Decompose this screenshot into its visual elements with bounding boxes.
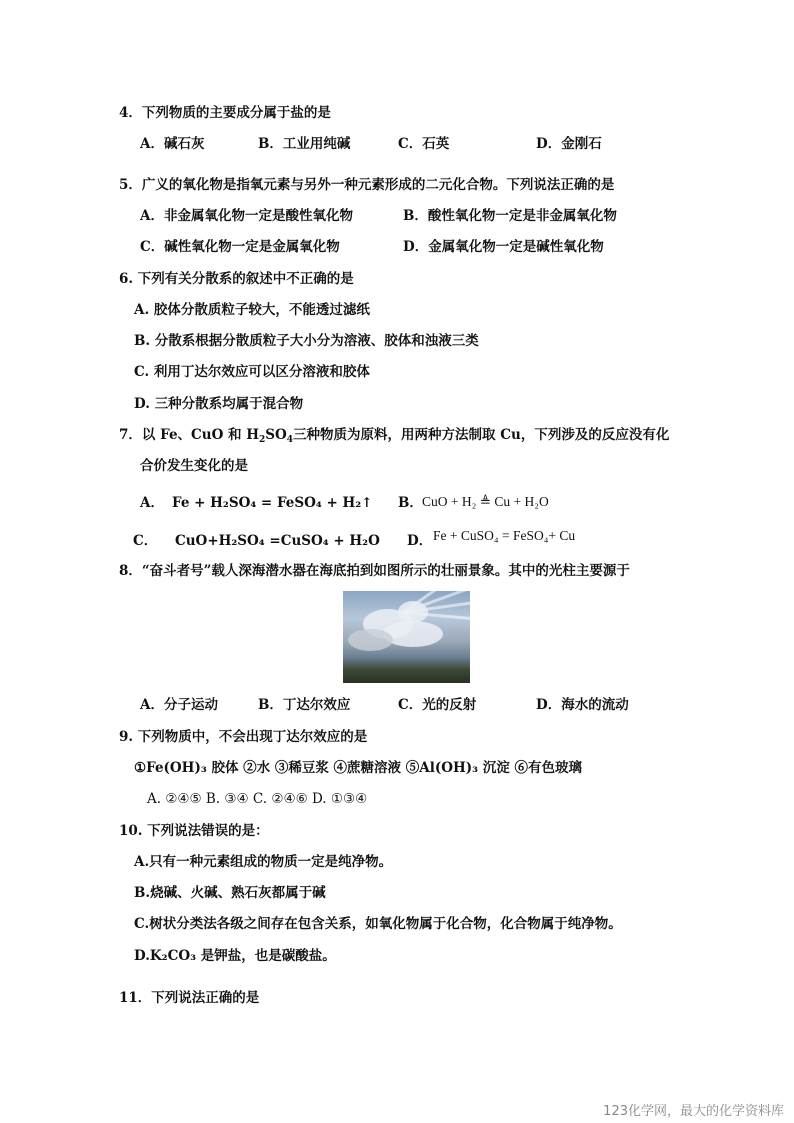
q5-option-b: B．酸性氧化物一定是非金属氧化物	[403, 208, 617, 224]
q8-option-a: A．分子运动	[140, 697, 218, 713]
q10-stem: 10. 下列说法错误的是：	[119, 823, 269, 839]
q7-option-c-label: C．	[133, 533, 158, 549]
q11-stem: 11．下列说法正确的是	[119, 990, 260, 1006]
q9-options: A. ②④⑤ B. ③④ C. ②④⑥ D. ①③④	[147, 791, 368, 807]
q8-option-b: B．丁达尔效应	[258, 697, 351, 713]
q7-stem-line1: 7．以 Fe、CuO 和 $H_2SO_4$三种物质为原料，用两种方法制取 Cu，下列涉及的反应没有化	[119, 427, 670, 445]
q4-option-d: D．金刚石	[536, 136, 602, 152]
q4-option-c: C．石英	[398, 136, 450, 152]
q7-option-a-label: A．	[140, 495, 164, 511]
q10-option-c: C.树状分类法各级之间存在包含关系，如氧化物属于化合物，化合物属于纯净物。	[134, 916, 622, 932]
q7-option-d-equation: Fe + CuSO₄ = FeSO₄+ Cu	[433, 528, 576, 543]
q5-option-d: D．金属氧化物一定是碱性氧化物	[403, 239, 604, 255]
q9-stem: 9. 下列物质中，不会出现丁达尔效应的是	[119, 729, 368, 745]
sky-light-rays-photo	[343, 591, 470, 683]
footer-watermark: 123化学网，最大的化学资料库	[603, 1104, 784, 1119]
q10-option-d: D.K₂CO₃ 是钾盐，也是碳酸盐。	[134, 948, 336, 964]
q6-stem: 6. 下列有关分散系的叙述中不正确的是	[119, 271, 354, 287]
q9-items: ①Fe(OH)₃ 胶体 ②水 ③稀豆浆 ④蔗糖溶液 ⑤Al(OH)₃ 沉淀 ⑥有色玻璃	[134, 760, 582, 776]
q4-stem: 4．下列物质的主要成分属于盐的是	[119, 105, 331, 121]
q4-option-a: A．碱石灰	[140, 136, 205, 152]
q7-option-a-equation: Fe + H₂SO₄ = FeSO₄ + H₂↑	[172, 495, 373, 511]
q8-stem: 8．“奋斗者号”载人深海潜水器在海底拍到如图所示的壮丽景象。其中的光柱主要源于	[119, 563, 630, 579]
q5-option-a: A．非金属氧化物一定是酸性氧化物	[140, 208, 353, 224]
q5-option-c: C．碱性氧化物一定是金属氧化物	[140, 239, 340, 255]
q7-stem-line2: 合价发生变化的是	[140, 458, 248, 474]
q6-option-d: D. 三种分散系均属于混合物	[134, 396, 304, 412]
q6-option-b: B. 分散系根据分散质粒子大小分为溶液、胶体和浊液三类	[134, 333, 479, 349]
q7-option-d-label: D．	[407, 533, 433, 549]
q7-option-b-equation: CuO + H₂ ≜ Cu + H₂O	[422, 494, 549, 509]
q7-option-c-equation: CuO+H₂SO₄ =CuSO₄ + H₂O	[175, 533, 380, 549]
q6-option-a: A. 胶体分散质粒子较大，不能透过滤纸	[134, 302, 370, 318]
q8-option-d: D．海水的流动	[536, 697, 629, 713]
q5-stem: 5．广义的氧化物是指氧元素与另外一种元素形成的二元化合物。下列说法正确的是	[119, 177, 615, 193]
q7-option-b-label: B．	[398, 495, 423, 511]
q6-option-c: C. 利用丁达尔效应可以区分溶液和胶体	[134, 364, 370, 380]
q4-option-b: B．工业用纯碱	[258, 136, 351, 152]
q8-option-c: C．光的反射	[398, 697, 477, 713]
q10-option-b: B.烧碱、火碱、熟石灰都属于碱	[134, 885, 326, 901]
q10-option-a: A.只有一种元素组成的物质一定是纯净物。	[134, 854, 393, 870]
